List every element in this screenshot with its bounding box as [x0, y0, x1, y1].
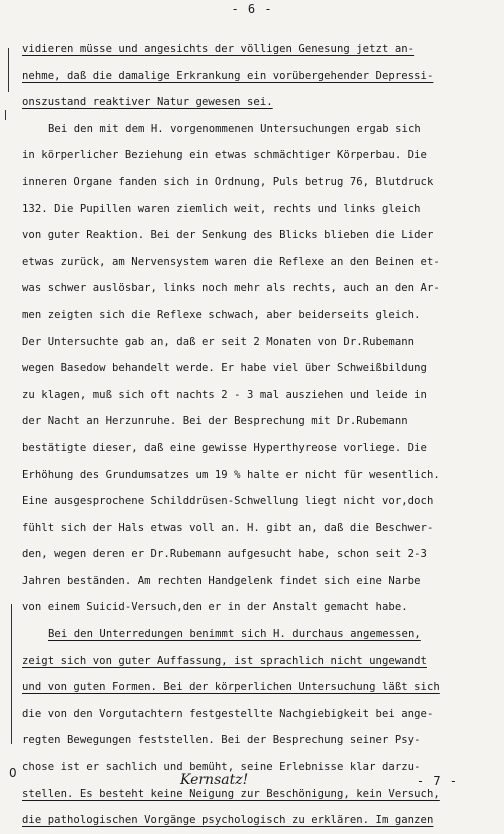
text-line: was schwer auslösbar, links noch mehr als rechts, auch an den Ar- — [22, 282, 440, 295]
margin-circle-mark: 0 — [9, 766, 17, 780]
text-line: den, wegen deren er Dr.Rubemann aufgesucht habe, schon seit 2-3 — [22, 548, 427, 561]
text-line: und von guten Formen. Bei der körperlichen Untersuchung läßt sich — [22, 681, 440, 694]
text-line: Bei den Unterredungen benimmt sich H. durchaus angemessen, — [48, 628, 421, 641]
text-line: zu klagen, muß sich oft nachts 2 - 3 mal ausziehen und leide in — [22, 388, 427, 401]
margin-tick — [5, 110, 6, 120]
text-line: bestätigte dieser, daß eine gewisse Hyperthyreose vorliege. Die — [22, 441, 427, 454]
text-line: 132. Die Pupillen waren ziemlich weit, rechts und links gleich — [22, 202, 421, 215]
text-line: men zeigten sich die Reflexe schwach, aber beiderseits gleich. — [22, 308, 421, 321]
text-line: chose ist er sachlich und bemüht, seine Erlebnisse klar darzu- — [22, 761, 421, 774]
text-line: inneren Organe fanden sich in Ordnung, Puls betrug 76, Blutdruck — [22, 175, 434, 188]
text-line: onszustand reaktiver Natur gewesen sei. — [22, 96, 273, 109]
text-line: etwas zurück, am Nervensystem waren die Reflexe an den Beinen et- — [22, 255, 440, 268]
text-line: stellen. Es besteht keine Neigung zur Beschönigung, kein Versuch, — [22, 787, 440, 800]
page-number-bottom: - 7 - — [416, 774, 458, 788]
text-line: Bei den mit dem H. vorgenommenen Untersuchungen ergab sich — [48, 122, 421, 135]
text-line: vidieren müsse und angesichts der völligen Genesung jetzt an- — [22, 43, 415, 55]
margin-bracket-bottom — [11, 604, 12, 744]
text-line: der Nacht an Herzunruhe. Bei der Besprechung mit Dr.Rubemann — [22, 415, 408, 428]
text-line: fühlt sich der Hals etwas voll an. H. gibt an, daß die Beschwer- — [22, 521, 434, 534]
text-line: die von den Vorgutachtern festgestellte Nachgiebigkeit bei ange- — [22, 707, 434, 720]
margin-bracket-top — [8, 48, 9, 92]
text-line: in körperlicher Beziehung ein etwas schmächtiger Körperbau. Die — [22, 149, 427, 162]
text-line: Jahren beständen. Am rechten Handgelenk findet sich eine Narbe — [22, 574, 421, 587]
handwritten-note: Kernsatz! — [180, 772, 249, 788]
text-line: von guter Reaktion. Bei der Senkung des Blicks blieben die Lider — [22, 229, 434, 242]
page-number-top: - 6 - — [231, 2, 273, 16]
text-line: von einem Suicid-Versuch,den er in der Anstalt gemacht habe. — [22, 601, 408, 614]
text-line: nehme, daß die damalige Erkrankung ein vorübergehender Depressi- — [22, 69, 434, 82]
text-line: Eine ausgesprochene Schilddrüsen-Schwellung liegt nicht vor,doch — [22, 495, 434, 508]
text-line: Der Untersuchte gab an, daß er seit 2 Monaten von Dr.Rubemann — [22, 335, 415, 348]
body-text — [22, 36, 502, 834]
text-line: die pathologischen Vorgänge psychologisch zu erklären. Im ganzen — [22, 814, 434, 827]
text-line: zeigt sich von guter Auffassung, ist sprachlich nicht ungewandt — [22, 654, 427, 667]
text-line: wegen Basedow behandelt werde. Er habe viel über Schweißbildung — [22, 362, 427, 375]
text-line: Erhöhung des Grundumsatzes um 19 % halte er nicht für wesentlich. — [22, 468, 440, 481]
text-line: regten Bewegungen feststellen. Bei der Besprechung seiner Psy- — [22, 734, 421, 747]
